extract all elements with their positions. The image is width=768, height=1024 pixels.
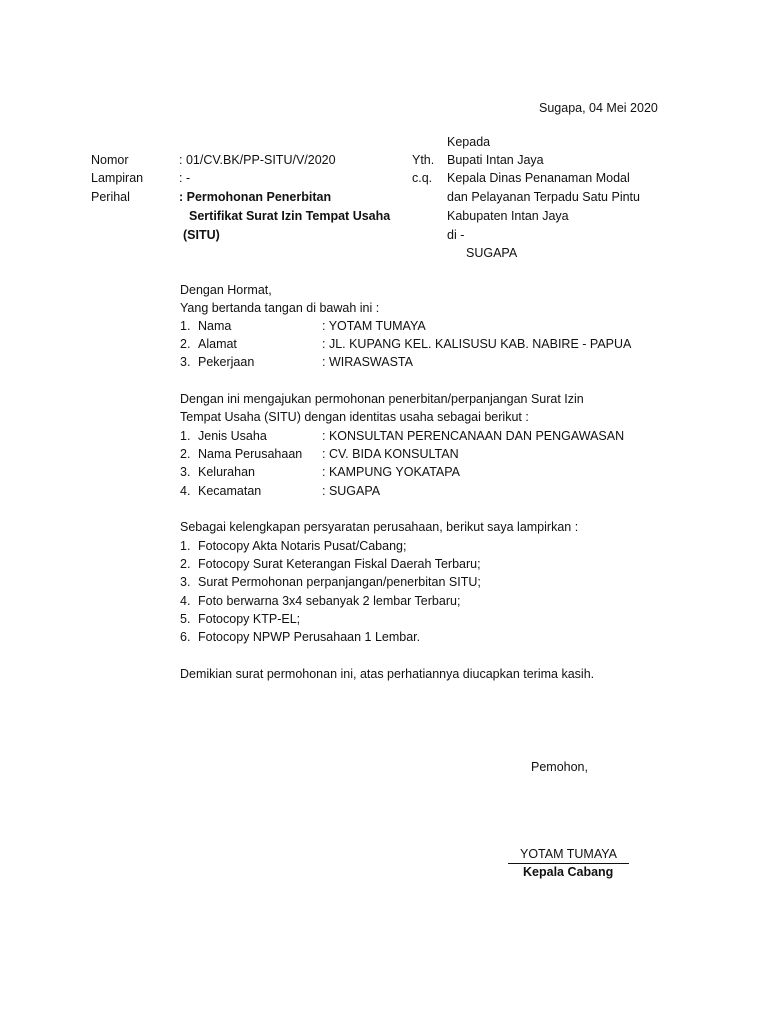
perihal-line-1: : Permohonan Penerbitan: [179, 190, 332, 204]
business-label: Kecamatan: [198, 484, 262, 498]
business-value: : SUGAPA: [322, 484, 381, 498]
attachment-item: Foto berwarna 3x4 sebanyak 2 lembar Terbaru;: [198, 594, 461, 608]
identity-label: Nama: [198, 319, 232, 333]
recipient-yth: Yth.: [412, 153, 435, 167]
recipient-cq: c.q.: [412, 171, 433, 185]
recipient-line-3: dan Pelayanan Terpadu Satu Pintu: [447, 190, 640, 204]
signer-title: Kepala Cabang: [523, 865, 614, 879]
intro-text: Yang bertanda tangan di bawah ini :: [180, 301, 380, 315]
list-number: 3.: [180, 355, 191, 369]
identity-label: Alamat: [198, 337, 237, 351]
recipient-line-2: Kepala Dinas Penanaman Modal: [447, 171, 630, 185]
list-number: 4.: [180, 594, 191, 608]
business-value: : KONSULTAN PERENCANAAN DAN PENGAWASAN: [322, 429, 625, 443]
business-value: : KAMPUNG YOKATAPA: [322, 465, 460, 479]
recipient-kepada: Kepada: [447, 135, 491, 149]
business-label: Kelurahan: [198, 465, 255, 479]
list-number: 1.: [180, 429, 191, 443]
attachment-item: Fotocopy Akta Notaris Pusat/Cabang;: [198, 539, 407, 553]
nomor-value: : 01/CV.BK/PP-SITU/V/2020: [179, 153, 336, 167]
recipient-line-1: Bupati Intan Jaya: [447, 153, 544, 167]
identity-label: Pekerjaan: [198, 355, 255, 369]
identity-value: : YOTAM TUMAYA: [322, 319, 426, 333]
identity-value: : JL. KUPANG KEL. KALISUSU KAB. NABIRE - PAPUA: [322, 337, 632, 351]
list-number: 1.: [180, 539, 191, 553]
attachment-item: Surat Permohonan perpanjangan/penerbitan SITU;: [198, 575, 481, 589]
greeting: Dengan Hormat,: [180, 283, 272, 297]
list-number: 2.: [180, 337, 191, 351]
recipient-city: SUGAPA: [466, 246, 518, 260]
attachment-item: Fotocopy NPWP Perusahaan 1 Lembar.: [198, 630, 421, 644]
perihal-line-2: Sertifikat Surat Izin Tempat Usaha: [189, 209, 391, 223]
recipient-di: di -: [447, 228, 465, 242]
perihal-line-3: (SITU): [183, 228, 220, 242]
signer-name: YOTAM TUMAYA: [508, 845, 629, 864]
identity-value: : WIRASWASTA: [322, 355, 413, 369]
signature-label: Pemohon,: [531, 760, 588, 774]
list-number: 2.: [180, 447, 191, 461]
request-line-1: Dengan ini mengajukan permohonan penerbitan/perpanjangan Surat Izin: [180, 392, 584, 406]
business-label: Jenis Usaha: [198, 429, 267, 443]
lampiran-label: Lampiran: [91, 171, 144, 185]
request-line-2: Tempat Usaha (SITU) dengan identitas usaha sebagai berikut :: [180, 410, 529, 424]
business-label: Nama Perusahaan: [198, 447, 303, 461]
nomor-label: Nomor: [91, 153, 129, 167]
lampiran-value: : -: [179, 171, 191, 185]
business-value: : CV. BIDA KONSULTAN: [322, 447, 459, 461]
list-number: 3.: [180, 465, 191, 479]
list-number: 5.: [180, 612, 191, 626]
list-number: 1.: [180, 319, 191, 333]
letter-date: Sugapa, 04 Mei 2020: [539, 101, 658, 115]
recipient-line-4: Kabupaten Intan Jaya: [447, 209, 569, 223]
closing-text: Demikian surat permohonan ini, atas perhatiannya diucapkan terima kasih.: [180, 667, 595, 681]
list-number: 4.: [180, 484, 191, 498]
attachments-intro: Sebagai kelengkapan persyaratan perusahaan, berikut saya lampirkan :: [180, 520, 579, 534]
list-number: 3.: [180, 575, 191, 589]
list-number: 2.: [180, 557, 191, 571]
attachment-item: Fotocopy Surat Keterangan Fiskal Daerah Terbaru;: [198, 557, 481, 571]
perihal-label: Perihal: [91, 190, 130, 204]
attachment-item: Fotocopy KTP-EL;: [198, 612, 301, 626]
list-number: 6.: [180, 630, 191, 644]
